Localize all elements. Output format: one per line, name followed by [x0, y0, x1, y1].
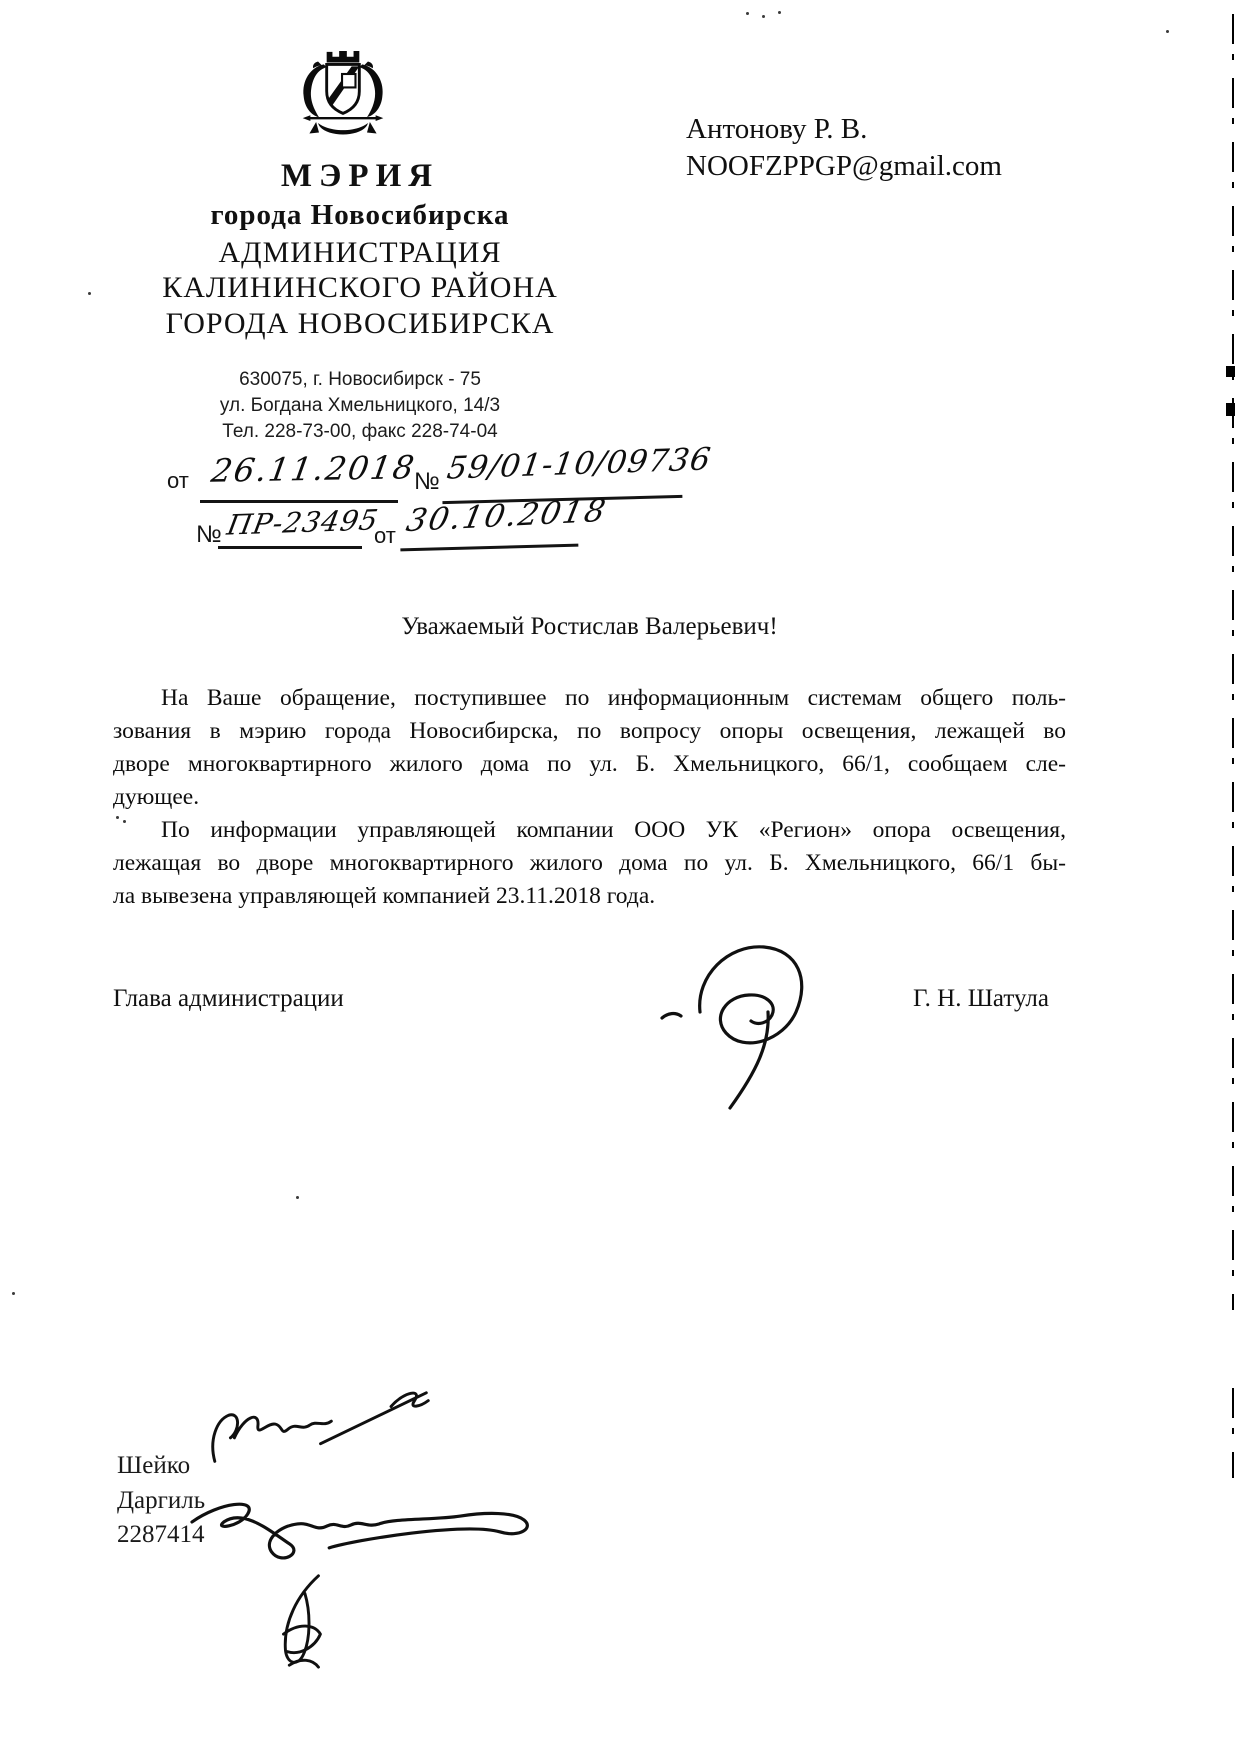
scan-speck: [778, 11, 781, 14]
recipient-email: NOOFZPPGP@gmail.com: [686, 150, 1002, 182]
scan-speck: [746, 12, 749, 15]
body-line: зования в мэрию города Новосибирска, по вопросу опоры освещения, лежащей во: [113, 718, 1066, 744]
signer-title: Глава администрации: [113, 985, 344, 1012]
org-street-address: ул. Богдана Хмельницкого, 14/3: [219, 395, 501, 416]
outgoing-number-label: №: [414, 468, 440, 495]
outgoing-from-label: от: [167, 468, 189, 493]
body-line: дующее.: [113, 784, 200, 810]
body-line: ла вывезена управляющей компанией 23.11.2018 года.: [113, 883, 656, 909]
executor-name-2: Даргиль: [117, 1487, 206, 1514]
incoming-number-label: №: [196, 521, 222, 548]
outgoing-date-handwritten: 26.11.2018: [208, 448, 419, 490]
scan-speck: [1166, 30, 1169, 33]
org-postal-address: 630075, г. Новосибирск - 75: [239, 369, 481, 390]
body-line: дворе многоквартирного жилого дома по ул. Б. Хмельницкого, 66/1, сообщаем сле-: [113, 751, 1066, 777]
coat-of-arms-icon: [295, 48, 391, 148]
outgoing-number-handwritten: 59/01-10/09736: [444, 441, 714, 487]
scan-speck: [88, 292, 91, 295]
incoming-from-label: от: [374, 523, 396, 548]
head-signature: [652, 920, 852, 1110]
scan-edge-artifact-lower: [1232, 1388, 1234, 1478]
recipient-name: Антонову Р. В.: [686, 113, 868, 145]
incoming-date-handwritten: 30.10.2018: [403, 492, 611, 540]
org-address-block: [120, 367, 600, 445]
scan-speck: [116, 816, 119, 819]
letter-body: [113, 682, 1066, 913]
executor-signature-1: [205, 1380, 440, 1480]
org-name-line1: МЭРИЯ: [280, 158, 440, 194]
scan-blob-artifact: [1226, 403, 1235, 416]
org-name-line3: АДМИНИСТРАЦИЯ: [218, 236, 502, 269]
body-line: лежащая во дворе многоквартирного жилого дома по ул. Б. Хмельницкого, 66/1 бы-: [113, 850, 1066, 876]
incoming-number-underline: [218, 518, 362, 549]
outgoing-date-underline: [200, 468, 398, 503]
org-name-line5: ГОРОДА НОВОСИБИРСКА: [165, 307, 555, 340]
executor-phone: 2287414: [117, 1521, 205, 1548]
executor-signature-3: [256, 1570, 344, 1672]
org-name-line2: города Новосибирска: [210, 199, 510, 231]
executor-signature-2: [186, 1474, 534, 1566]
scan-speck: [296, 1196, 299, 1199]
scan-speck: [12, 1292, 15, 1295]
org-phone-fax: Тел. 228-73-00, факс 228-74-04: [222, 421, 498, 442]
body-line: По информации управляющей компании ООО УК «Регион» опора освещения,: [161, 817, 1066, 843]
scan-speck: [762, 15, 765, 18]
body-line: На Ваше обращение, поступившее по информационным системам общего поль-: [161, 685, 1066, 711]
scan-speck: [123, 820, 126, 823]
incoming-number-handwritten: ПР-23495: [224, 503, 382, 542]
scan-edge-artifact: [1232, 14, 1234, 1310]
org-name-line4: КАЛИНИНСКОГО РАЙОНА: [162, 271, 558, 304]
scan-blob-artifact: [1226, 366, 1235, 377]
signer-name: Г. Н. Шатула: [913, 985, 1049, 1012]
incoming-date-underline: [400, 516, 579, 552]
executor-name-1: Шейко: [117, 1452, 191, 1479]
salutation: Уважаемый Ростислав Валерьевич!: [401, 613, 778, 640]
